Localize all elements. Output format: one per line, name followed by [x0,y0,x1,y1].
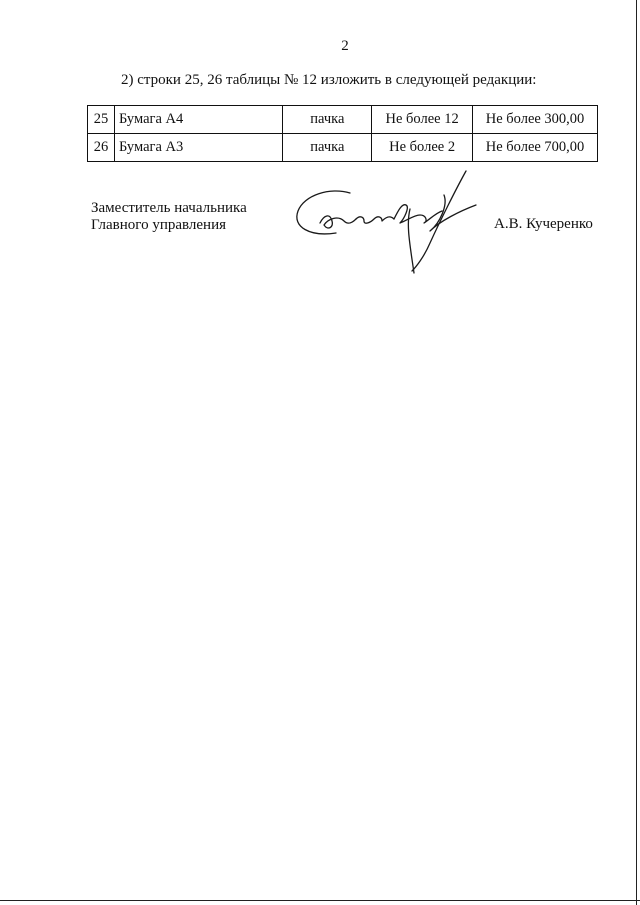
scan-edge-right [636,0,637,905]
signer-position [91,200,247,234]
item-name-cell: Бумага А3 [114,134,282,162]
unit-cell: пачка [283,134,372,162]
quantity-cell: Не более 12 [372,106,473,134]
items-table [87,105,598,162]
quantity-cell: Не более 2 [372,134,473,162]
row-number-cell: 26 [88,134,115,162]
signer-position-line2: Главного управления [91,217,226,233]
price-cell: Не более 700,00 [473,134,598,162]
scan-edge-bottom [0,900,640,901]
amendment-intro-text: 2) строки 25, 26 таблицы № 12 изложить в следующей редакции: [121,72,537,88]
page-number: 2 [341,38,349,54]
row-number-cell: 25 [88,106,115,134]
handwritten-signature [290,165,480,275]
signer-name: А.В. Кучеренко [494,216,593,232]
price-cell: Не более 300,00 [473,106,598,134]
item-name-cell: Бумага А4 [114,106,282,134]
table-row [88,106,598,134]
unit-cell: пачка [283,106,372,134]
signer-position-line1: Заместитель начальника [91,200,247,216]
table-row [88,134,598,162]
